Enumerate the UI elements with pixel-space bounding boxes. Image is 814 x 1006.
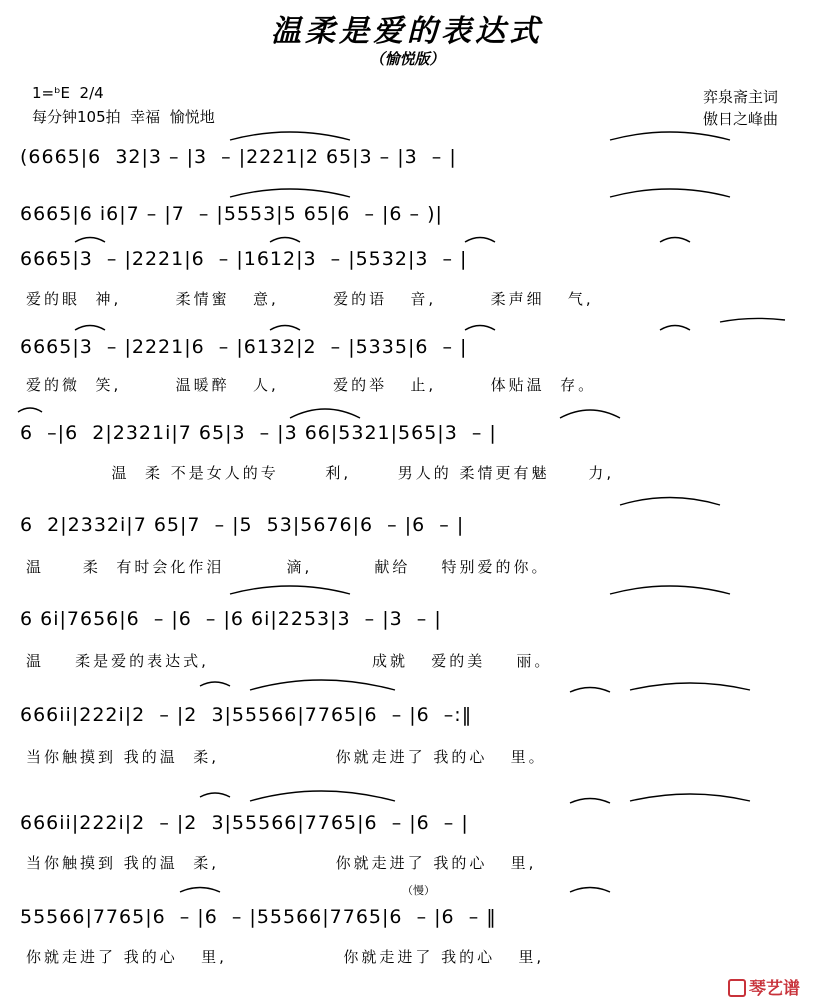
slur-mark <box>250 791 395 801</box>
song-subtitle: （愉悦版） <box>369 50 445 68</box>
slur-mark <box>230 132 350 140</box>
slur-mark <box>610 189 730 197</box>
notation-line-9: 666ii|222i|2 – |2 3|55566|7765|6 – |6 – | <box>20 812 469 834</box>
logo-text: 琴艺谱 <box>749 979 800 999</box>
lyric-line-7: 温 柔是爱的表达式, 成就 爱的美 丽。 <box>26 652 553 670</box>
notation-line-5: 6 –|6 2|2321i|7 65|3 – |3 66|5321|565|3 – | <box>20 422 497 444</box>
notation-line-1: (6665|6 32|3 – |3 – |2221|2 65|3 – |3 – | <box>20 146 457 168</box>
notation-line-4: 6665|3 – |2221|6 – |6132|2 – |5335|6 – | <box>20 336 468 358</box>
slur-mark <box>230 189 350 197</box>
slur-mark <box>18 408 42 412</box>
site-logo <box>728 974 800 999</box>
slur-mark <box>180 888 220 893</box>
notation-line-8: 666ii|222i|2 – |2 3|55566|7765|6 – |6 –:‖ <box>20 704 473 726</box>
lyric-line-5: 温 柔 不是女人的专 利, 男人的 柔情更有魅 力, <box>26 464 615 482</box>
lyric-line-9: 当你触摸到 我的温 柔, 你就走进了 我的心 里, <box>26 854 537 872</box>
notation-line-3: 6665|3 – |2221|6 – |1612|3 – |5532|3 – | <box>20 248 468 270</box>
notation-line-7: 6 6i|7656|6 – |6 – |6 6i|2253|3 – |3 – | <box>20 608 442 630</box>
slur-mark <box>290 409 360 418</box>
slur-mark <box>570 888 610 893</box>
lyric-line-3: 爱的眼 神, 柔情蜜 意, 爱的语 音, 柔声细 气, <box>26 290 594 308</box>
slur-mark <box>660 326 690 331</box>
slur-mark <box>465 326 495 331</box>
tempo-change-mark: （慢） <box>402 884 435 897</box>
lyricist-credit: 弈泉斋主词 <box>702 88 778 106</box>
lyric-line-4: 爱的微 笑, 温暖醉 人, 爱的举 止, 体贴温 存。 <box>26 376 597 394</box>
slur-mark <box>230 586 350 594</box>
slur-mark <box>250 680 395 690</box>
tempo-marking: 每分钟105拍 幸福 愉悦地 <box>32 108 215 126</box>
composer-credit: 傲日之峰曲 <box>702 110 778 128</box>
slur-mark <box>560 410 620 418</box>
lyric-line-10: 你就走进了 我的心 里, 你就走进了 我的心 里, <box>26 948 545 966</box>
slur-mark <box>610 132 730 140</box>
song-title: 温柔是爱的表达式 <box>271 14 543 49</box>
notation-line-6: 6 2|2332i|7 65|7 – |5 53|5676|6 – |6 – | <box>20 514 465 536</box>
slur-mark <box>270 238 300 243</box>
key-signature: 1=ᵇE 2/4 <box>32 84 104 102</box>
slur-mark <box>610 586 730 594</box>
lyric-line-8: 当你触摸到 我的温 柔, 你就走进了 我的心 里。 <box>26 748 547 766</box>
slur-mark <box>270 326 300 331</box>
slur-mark <box>720 318 785 322</box>
slur-mark <box>200 793 230 797</box>
slur-mark <box>75 238 105 243</box>
slur-mark <box>465 238 495 243</box>
slur-mark <box>660 238 690 243</box>
lyric-line-6: 温 柔 有时会化作泪 滴, 献给 特别爱的你。 <box>26 558 550 576</box>
slur-mark <box>570 799 610 804</box>
slur-mark <box>200 682 230 686</box>
slur-mark <box>630 683 750 690</box>
slur-mark <box>570 688 610 693</box>
notation-line-2: 6665|6 i6|7 – |7 – |5553|5 65|6 – |6 – )| <box>20 203 443 225</box>
logo-icon <box>728 979 746 997</box>
slur-mark <box>620 498 720 506</box>
slur-mark <box>630 794 750 801</box>
notation-line-10: 55566|7765|6 – |6 – |55566|7765|6 – |6 – ‖ <box>20 906 497 928</box>
slur-mark <box>75 326 105 331</box>
